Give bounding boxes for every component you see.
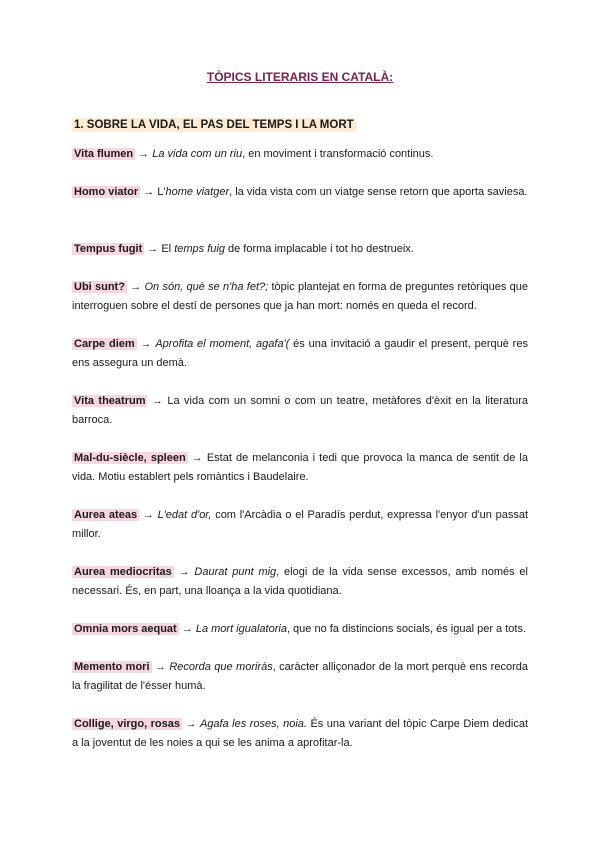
- topic-term: Homo viator: [74, 186, 139, 198]
- topic-entry: [72, 278, 528, 335]
- topic-description: La vida com un somni o com un teatre, metàfores d'èxit en la literatura barroca.: [72, 395, 528, 426]
- topic-term: Memento mori: [74, 661, 150, 673]
- topic-arrow: → L': [140, 186, 166, 198]
- topic-arrow: →: [187, 452, 207, 464]
- topic-entry: [72, 563, 528, 620]
- topic-translation: Recorda que moriràs: [169, 661, 273, 673]
- topic-description: de forma implacable i tot ho destrueix.: [224, 243, 414, 255]
- topic-entry: [72, 392, 528, 449]
- topic-description: , en moviment i transformació continus.: [242, 148, 434, 160]
- topic-arrow: →: [181, 718, 200, 730]
- topic-translation: temps fuig: [174, 243, 225, 255]
- topic-entry: [72, 620, 528, 658]
- topic-term: Carpe diem: [74, 338, 135, 350]
- page-title: TÒPICS LITERARIS EN CATALÀ:: [206, 70, 394, 84]
- topic-term: Ubi sunt?: [74, 281, 125, 293]
- topic-term: Tempus fugit: [74, 243, 143, 255]
- topic-arrow: →: [173, 566, 195, 578]
- topic-translation: home viatger: [165, 186, 230, 198]
- topic-translation: La mort igualatoria: [195, 623, 287, 635]
- topic-entry: [72, 183, 528, 240]
- topic-entry: [72, 506, 528, 563]
- topic-arrow: →: [151, 661, 170, 673]
- topic-arrow: →: [136, 338, 156, 350]
- topic-arrow: →: [139, 509, 158, 521]
- topic-description: és una invitació a gaudir el present, perquè res ens assegura un demà.: [72, 338, 528, 369]
- topic-translation: Agafa les roses, noia.: [199, 718, 307, 730]
- topic-term: Collige, virgo, rosas: [74, 718, 180, 730]
- topic-term: Vita theatrum: [74, 395, 146, 407]
- topic-term: Aurea mediocritas: [74, 566, 172, 578]
- topic-translation: Daurat punt mig: [194, 566, 277, 578]
- section-heading: 1. SOBRE LA VIDA, EL PAS DEL TEMPS I LA MORT: [74, 119, 354, 131]
- topic-arrow: → El: [144, 243, 175, 255]
- topic-term: Aurea ateas: [74, 509, 138, 521]
- topic-list: [72, 145, 528, 772]
- topic-description: Estat de melanconia i tedi que provoca la manca de sentit de la vida. Motiu establert pels romàntics i Baudelaire.: [72, 452, 528, 483]
- topic-entry: [72, 658, 528, 715]
- topic-entry: [72, 715, 528, 772]
- topic-description: tòpic plantejat en forma de preguntes retòriques que interroguen sobre el destí de persones que ja han mort: només en queda el record.: [72, 281, 528, 312]
- topic-translation: L'edat d'or,: [157, 509, 212, 521]
- topic-description: , que no fa distincions socials, és igual per a tots.: [286, 623, 527, 635]
- topic-arrow: →: [147, 395, 168, 407]
- topic-entry: [72, 335, 528, 392]
- topic-arrow: →: [178, 623, 196, 635]
- topic-description: , elogi de la vida sense excessos, amb només el necessari. És, en part, una lloança a la vida quotidiana.: [72, 566, 528, 597]
- topic-description: És una variant del tòpic Carpe Diem dedicat a la joventut de les noies a qui se les anima a aprofitar-la.: [72, 718, 528, 749]
- topic-description: , la vida vista com un viatge sense retorn que aporta saviesa.: [229, 186, 528, 198]
- topic-arrow: →: [135, 148, 153, 160]
- topic-translation: La vida com un riu: [152, 148, 243, 160]
- topic-translation: Aprofita el moment, agafa'(: [155, 338, 290, 350]
- topic-term: Omnia mors aequat: [74, 623, 177, 635]
- topic-term: Vita flumen: [74, 148, 134, 160]
- topic-arrow: →: [126, 281, 145, 293]
- topic-entry: [72, 240, 528, 278]
- topic-description: , caràcter alliçonador de la mort perquè ens recorda la fragilitat de l'ésser humà.: [72, 661, 528, 692]
- topic-entry: [72, 449, 528, 506]
- topic-description: com l'Arcàdia o el Paradís perdut, expressa l'enyor d'un passat millor.: [72, 509, 528, 540]
- topic-entry: [72, 145, 528, 183]
- topic-translation: On són, què se n'ha fet?;: [144, 281, 269, 293]
- topic-term: Mal-du-siècle, spleen: [74, 452, 186, 464]
